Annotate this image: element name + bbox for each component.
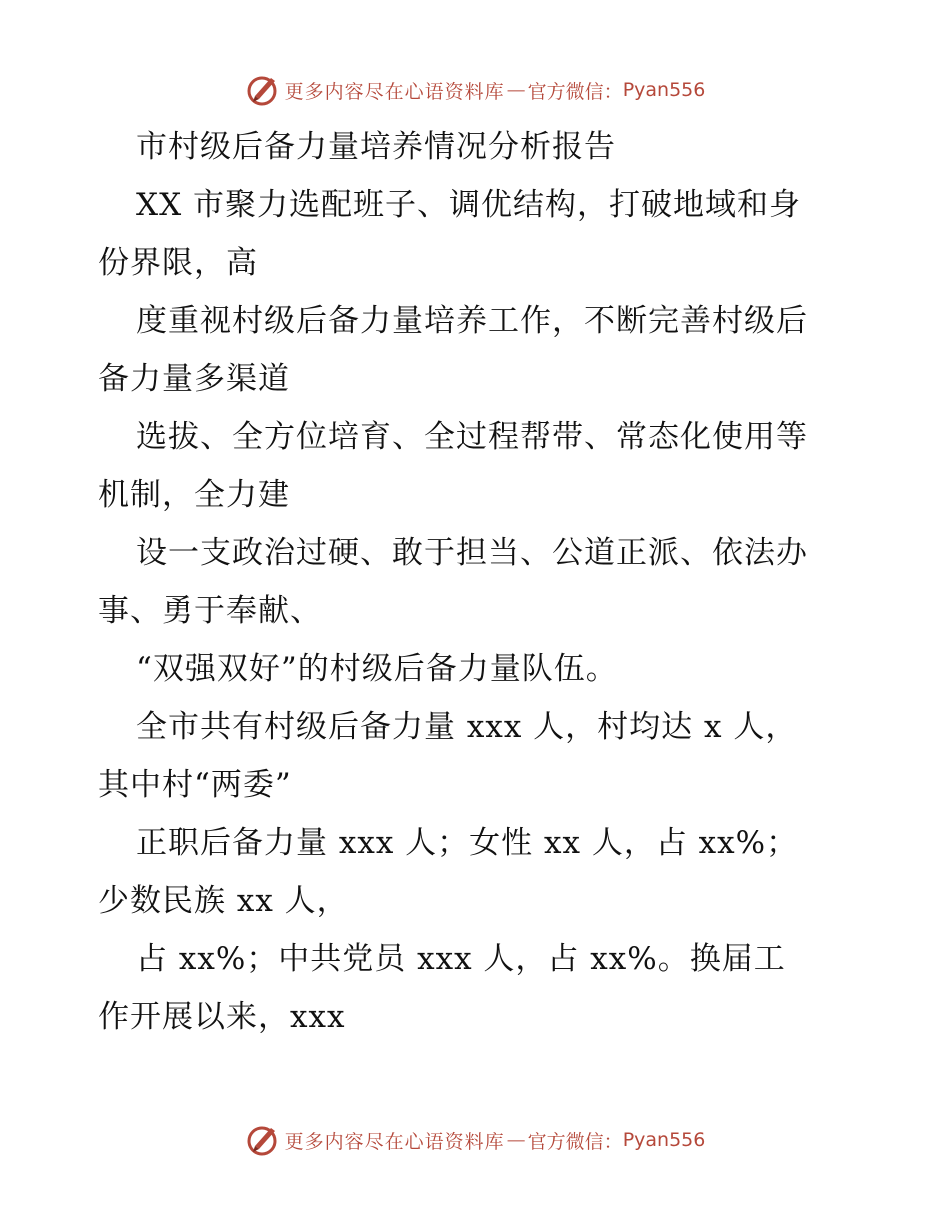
watermark-separator: — <box>506 1129 526 1151</box>
watermark-brand: 更多内容尽在心语资料库 <box>284 1130 505 1153</box>
text-line: 备力量多渠道 <box>98 361 290 397</box>
text-line: 份界限，高 <box>98 245 258 281</box>
watermark-brand: 更多内容尽在心语资料库 <box>284 80 505 103</box>
text-line: 正职后备力量 xxx 人；女性 xx 人，占 xx%； <box>136 825 799 861</box>
watermark-wechat-label: 官方微信： <box>527 1130 623 1153</box>
watermark-wechat-id: Pyan556 <box>622 1129 706 1151</box>
text-line: 占 xx%；中共党员 xxx 人，占 xx%。换届工 <box>136 941 786 977</box>
text-line: 度重视村级后备力量培养工作，不断完善村级后 <box>136 303 808 339</box>
document-body <box>98 118 858 1046</box>
quill-logo-icon <box>245 72 281 108</box>
text-line: 少数民族 xx 人， <box>98 883 349 919</box>
watermark-wechat-label: 官方微信： <box>527 80 623 103</box>
text-line: 全市共有村级后备力量 xxx 人，村均达 x 人， <box>136 709 798 745</box>
text-line: 作开展以来，xxx <box>98 999 346 1035</box>
text-line: XX 市聚力选配班子、调优结构，打破地域和身 <box>136 187 801 223</box>
quill-logo-icon <box>245 1122 281 1158</box>
watermark-wechat-id: Pyan556 <box>622 79 706 101</box>
text-line: 选拔、全方位培育、全过程帮带、常态化使用等 <box>136 419 808 455</box>
text-line: 事、勇于奉献、 <box>98 593 322 629</box>
watermark-separator: — <box>506 79 526 101</box>
text-line: 其中村“两委” <box>98 767 292 803</box>
footer-watermark <box>0 1120 950 1160</box>
text-line: 市村级后备力量培养情况分析报告 <box>136 129 616 165</box>
text-line: 机制，全力建 <box>98 477 290 513</box>
text-line: “双强双好”的村级后备力量队伍。 <box>136 651 618 687</box>
header-watermark <box>0 70 950 110</box>
text-line: 设一支政治过硬、敢于担当、公道正派、依法办 <box>136 535 808 571</box>
